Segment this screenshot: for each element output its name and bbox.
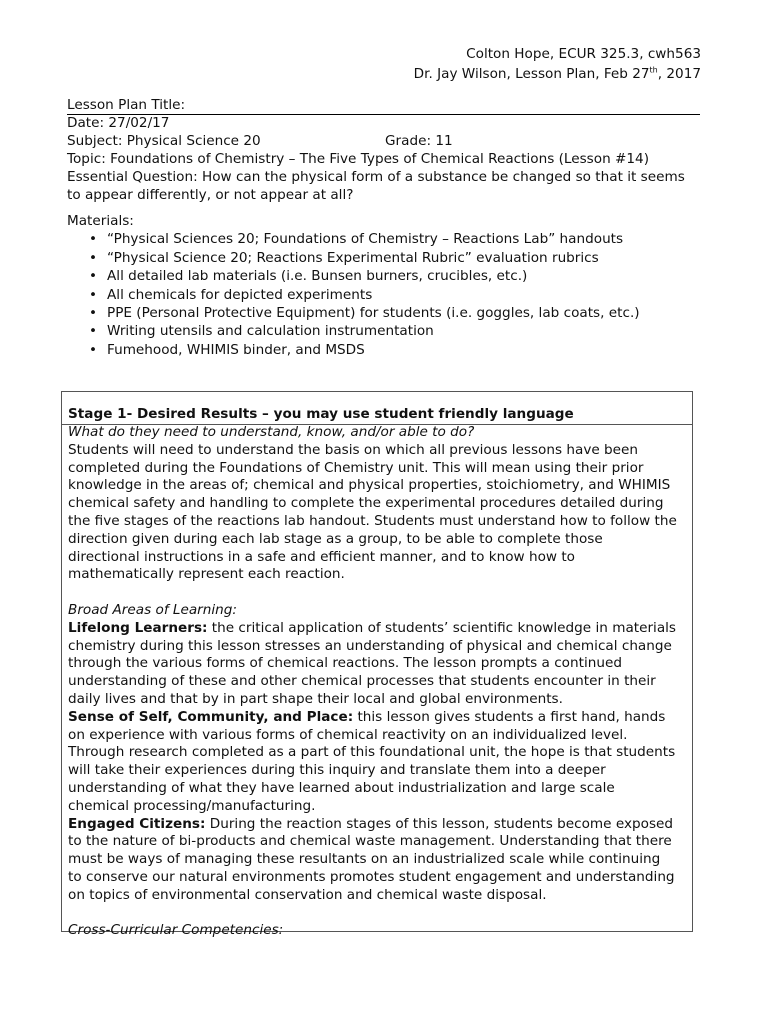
cross-curricular-label: Cross-Curricular Competencies: <box>68 922 284 939</box>
para-line: directional instructions in a safe and efficient manner, and to know how to <box>68 548 575 565</box>
materials-label: Materials: <box>67 213 134 229</box>
essential-question-line-1: Essential Question: How can the physical form of a substance be changed so that it seems <box>67 169 685 185</box>
materials-list <box>67 230 707 359</box>
material-item: • PPE (Personal Protective Equipment) for students (i.e. goggles, lab coats, etc.) <box>67 304 707 322</box>
lifelong-line <box>68 620 690 638</box>
para-line: Through research completed as a part of this foundational unit, the hope is that students <box>68 744 676 761</box>
para-line: daily lives and that by in part shape their local and global environments. <box>68 690 563 707</box>
author-line: Colton Hope, ECUR 325.3, cwh563 <box>466 46 701 62</box>
sense-text: this lesson gives students a first hand, hands <box>353 708 666 725</box>
para-line: to the nature of bi-products and chemical waste management. Understanding that there <box>68 833 672 850</box>
stage1-body <box>68 424 690 940</box>
para-line: on experience with various forms of chemical reactivity on an individualized level. <box>68 726 628 743</box>
lesson-subject: Subject: Physical Science 20 <box>67 133 261 149</box>
para-line: completed during the Foundations of Chemistry unit. This will mean using their prior <box>68 459 644 476</box>
lesson-meta <box>67 114 707 204</box>
material-item: • All detailed lab materials (i.e. Bunsen burners, crucibles, etc.) <box>67 267 707 285</box>
para-line: Students will need to understand the basis on which all previous lessons have been <box>68 441 639 458</box>
lesson-plan-title: Lesson Plan Title: <box>67 96 700 115</box>
para-line: chemical safety and handling to complete the experimental procedures detailed during <box>68 495 664 512</box>
lesson-date: Date: 27/02/17 <box>67 115 170 131</box>
para-line: knowledge in the areas of; chemical and physical properties, stoichiometry, and WHIMIS <box>68 477 671 494</box>
subject-row <box>67 132 707 150</box>
essential-question-line-2: to appear differently, or not appear at all? <box>67 187 354 203</box>
para-line: direction given during each lab stage as a group, to be able to complete those <box>68 530 603 547</box>
date-suffix: th <box>649 65 658 75</box>
para-line: must be ways of managing these resultants on an industrialized scale while continuing <box>68 851 661 868</box>
stage1-table <box>61 391 693 939</box>
para-line: on topics of environmental conservation and chemical waste disposal. <box>68 886 547 903</box>
instructor-text: Dr. Jay Wilson, Lesson Plan, Feb 27 <box>413 66 650 82</box>
year-text: , 2017 <box>657 66 701 82</box>
author-header <box>414 44 701 84</box>
stage1-heading: Stage 1- Desired Results – you may use student friendly language <box>62 405 692 425</box>
para-line: mathematically represent each reaction. <box>68 566 345 583</box>
material-item: • Fumehood, WHIMIS binder, and MSDS <box>67 341 707 359</box>
para-line: understanding of what they have learned about industrialization and large scale <box>68 779 615 796</box>
instructor-line <box>414 64 701 84</box>
material-item: • All chemicals for depicted experiments <box>67 286 707 304</box>
material-item: • “Physical Science 20; Reactions Experimental Rubric” evaluation rubrics <box>67 249 707 267</box>
sense-line <box>68 709 690 727</box>
engaged-text: During the reaction stages of this lesson, students become exposed <box>205 815 674 832</box>
spacer <box>68 584 690 602</box>
para-line: through the various forms of chemical reactions. The lesson prompts a continued <box>68 655 622 672</box>
para-line: will take their experiences during this inquiry and translate them into a deeper <box>68 762 606 779</box>
para-line: to conserve our natural environments promotes student engagement and understanding <box>68 868 675 885</box>
material-item: • Writing utensils and calculation instrumentation <box>67 322 707 340</box>
stage1-subheading: What do they need to understand, know, and/or able to do? <box>68 424 475 440</box>
spacer <box>68 905 690 923</box>
lifelong-text: the critical application of students’ scientific knowledge in materials <box>207 619 677 636</box>
materials-section <box>67 212 707 359</box>
para-line: chemical processing/manufacturing. <box>68 797 316 814</box>
lesson-grade: Grade: 11 <box>385 133 453 149</box>
lesson-topic: Topic: Foundations of Chemistry – The Five Types of Chemical Reactions (Lesson #14) <box>67 151 650 167</box>
lifelong-label: Lifelong Learners: <box>68 619 208 636</box>
engaged-line <box>68 816 690 834</box>
sense-label: Sense of Self, Community, and Place: <box>68 708 354 725</box>
engaged-label: Engaged Citizens: <box>68 815 206 832</box>
para-line: chemistry during this lesson stresses an understanding of physical and chemical change <box>68 637 672 654</box>
para-line: the five stages of the reactions lab handout. Students must understand how to follow the <box>68 512 677 529</box>
para-line: understanding of these and other chemical processes that students encounter in their <box>68 673 656 690</box>
broad-areas-label: Broad Areas of Learning: <box>68 601 237 618</box>
material-item: • “Physical Sciences 20; Foundations of Chemistry – Reactions Lab” handouts <box>67 230 707 248</box>
